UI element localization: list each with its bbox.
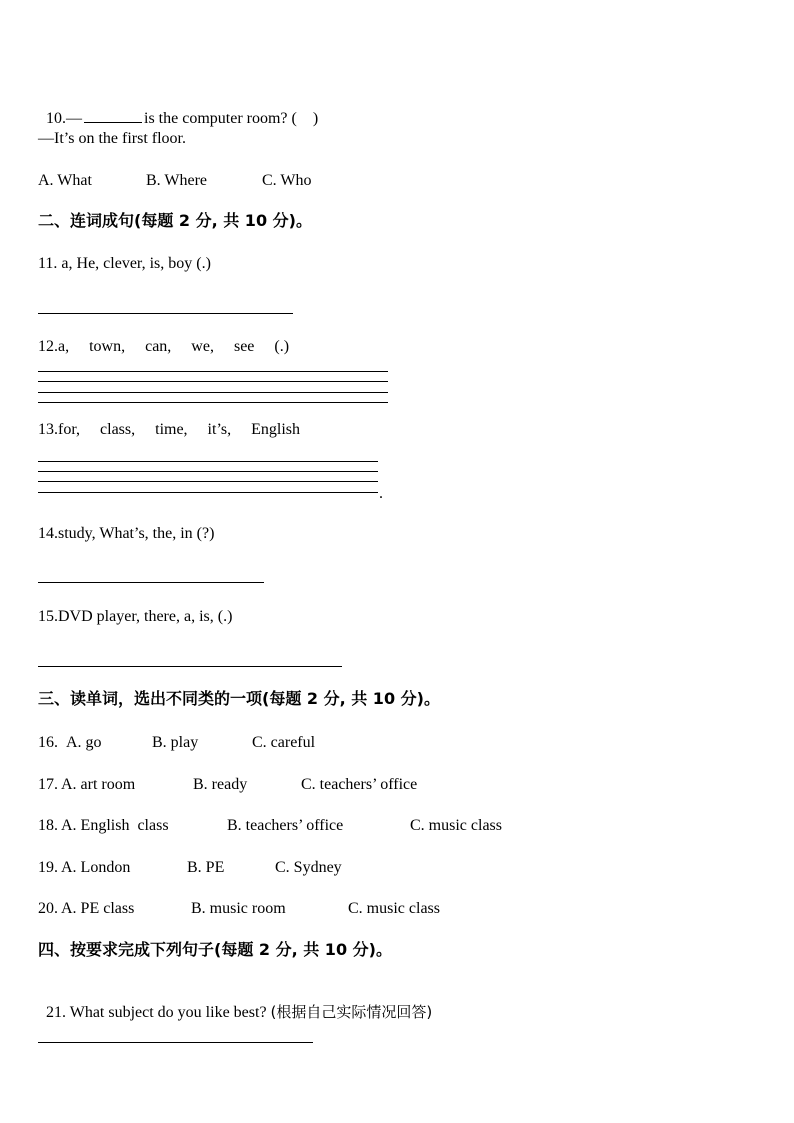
answer-line[interactable] [38,481,378,482]
option-b: B. Where [146,172,208,189]
question-11: 11. a, He, clever, is, boy (.) [38,255,211,272]
answer-line[interactable] [38,582,264,583]
question-18-number: 18. [38,817,58,834]
answer-line[interactable] [38,381,388,382]
option-a: A. What [38,172,92,189]
question-13: 13.for, class, time, it’s, English [38,421,301,438]
question-15: 15.DVD player, there, a, is, (.) [38,608,233,625]
period-mark: . [379,485,383,502]
question-17-number: 17. [38,776,58,793]
question-20-number: 20. [38,900,58,917]
option-a: A. London [61,859,131,876]
answer-line[interactable] [38,461,378,462]
option-c: C. music class [410,817,502,834]
question-21-note: (根据自己实际情况回答) [270,1003,433,1021]
section-3-heading: 三、读单词，选出不同类的一项(每题 2 分, 共 10 分)。 [38,689,440,708]
option-c: C. music class [348,900,440,917]
option-b: B. PE [187,859,225,876]
question-10-answer: —It’s on the first floor. [38,130,186,147]
option-b: B. play [152,734,199,751]
question-10-text: is the computer room? ( ) [144,110,319,127]
option-c: C. Sydney [275,859,342,876]
option-a: A. English class [61,817,169,834]
answer-line[interactable] [38,313,293,314]
option-b: B. music room [191,900,286,917]
question-14: 14.study, What’s, the, in (?) [38,525,215,542]
option-a: A. art room [61,776,136,793]
answer-line[interactable] [38,1042,313,1043]
answer-line[interactable] [38,392,388,393]
option-b: B. teachers’ office [227,817,344,834]
option-c: C. careful [252,734,316,751]
answer-line[interactable] [38,666,342,667]
answer-blank[interactable] [84,108,142,123]
question-21-text: 21. What subject do you like best? [46,1004,271,1021]
option-a: A. PE class [61,900,135,917]
option-b: B. ready [193,776,248,793]
answer-line[interactable] [38,371,388,372]
answer-line[interactable] [38,402,388,403]
question-21 [38,982,432,1023]
question-16-number: 16. [38,734,58,751]
question-10 [38,88,318,129]
answer-line[interactable] [38,492,378,493]
question-19-number: 19. [38,859,58,876]
option-a: A. go [66,734,102,751]
option-c: C. teachers’ office [301,776,418,793]
option-c: C. Who [262,172,312,189]
section-2-heading: 二、连词成句(每题 2 分, 共 10 分)。 [38,211,312,230]
question-10-prefix: 10.— [46,110,82,127]
answer-line[interactable] [38,471,378,472]
question-12: 12.a, town, can, we, see (.) [38,338,290,355]
section-4-heading: 四、按要求完成下列句子(每题 2 分, 共 10 分)。 [38,940,392,959]
